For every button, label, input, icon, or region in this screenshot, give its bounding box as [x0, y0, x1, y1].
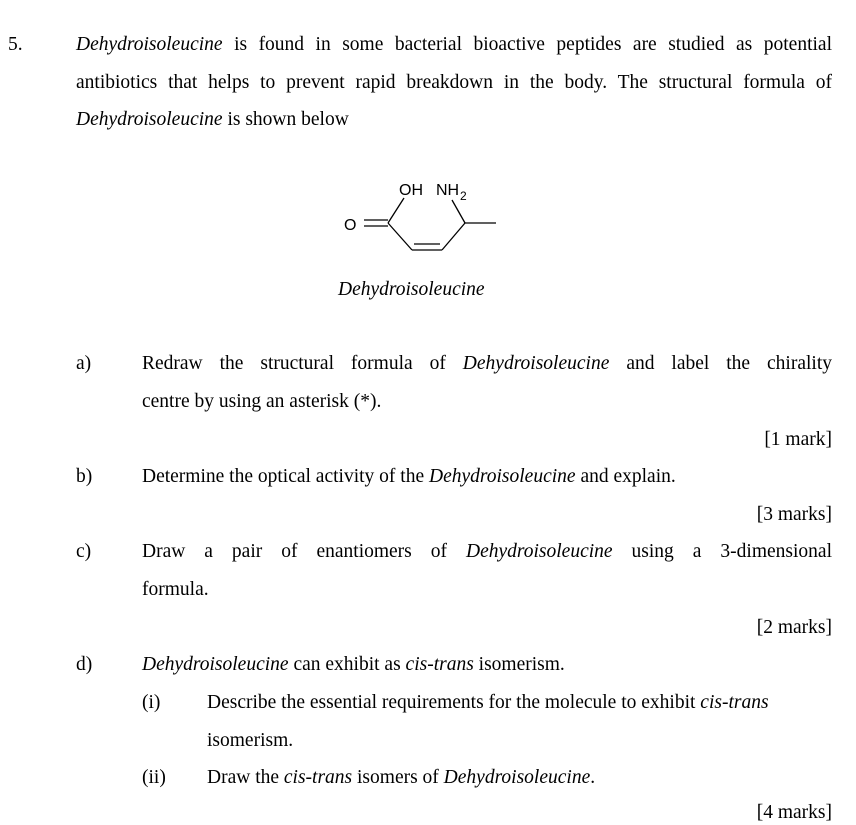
part-c-line-2: formula.	[142, 579, 209, 600]
part-d-ii-text-end: .	[590, 767, 596, 788]
compound-name: Dehydroisoleucine	[462, 353, 610, 374]
intro-line-3-text: is shown below	[222, 109, 349, 130]
part-d-ii-text-mid: isomers of	[352, 767, 444, 788]
compound-name: Dehydroisoleucine	[428, 466, 576, 487]
part-d-text-mid: can exhibit as	[288, 654, 406, 675]
intro-line-1-text: is found in some bacterial bioactive peptides are studied as potential	[222, 34, 832, 55]
isomerism-term: cis-trans	[283, 767, 353, 788]
part-a-marks: [1 mark]	[764, 429, 832, 450]
part-a-text-pre: Redraw the structural formula of	[142, 353, 463, 374]
compound-name: Dehydroisoleucine	[76, 34, 223, 55]
part-d-text-end: isomerism.	[473, 654, 565, 675]
structure-caption-text: Dehydroisoleucine	[338, 279, 485, 300]
part-c-line-1	[142, 540, 832, 564]
compound-name: Dehydroisoleucine	[76, 109, 223, 130]
part-b-marks: [3 marks]	[756, 504, 832, 525]
part-d-text	[142, 653, 565, 677]
part-a-text-post: and label the chirality	[609, 353, 832, 374]
bond-c1-c2	[388, 198, 404, 223]
amine-subscript: 2	[460, 189, 467, 203]
part-d-i-line-1	[207, 691, 769, 715]
part-d-ii-text-pre: Draw the	[207, 767, 284, 788]
intro-line-3	[76, 108, 349, 132]
part-d-i-text-pre: Describe the essential requirements for the molecule to exhibit	[207, 692, 701, 713]
part-a-line-2: centre by using an asterisk (*).	[142, 391, 382, 412]
part-a-label: a)	[76, 353, 92, 374]
part-b-text-pre: Determine the optical activity of the	[142, 466, 429, 487]
part-c-label: c)	[76, 541, 92, 562]
part-c-marks: [2 marks]	[756, 617, 832, 638]
hydroxyl-label: OH	[399, 182, 423, 199]
structural-formula-diagram	[330, 170, 510, 270]
part-c-text-pre: Draw a pair of enantiomers of	[142, 541, 466, 562]
isomerism-term: cis-trans	[405, 654, 474, 675]
structure-caption	[338, 278, 485, 302]
part-b-label: b)	[76, 466, 93, 487]
compound-name: Dehydroisoleucine	[142, 654, 289, 675]
bond-c4-c5	[442, 223, 465, 250]
compound-name: Dehydroisoleucine	[465, 541, 613, 562]
question-number: 5.	[8, 34, 23, 55]
bond-c5-nh2	[452, 200, 465, 223]
compound-name: Dehydroisoleucine	[443, 767, 591, 788]
part-d-label: d)	[76, 654, 93, 675]
part-a-line-1	[142, 352, 832, 376]
amine-label: NH	[436, 182, 460, 199]
part-d-ii-text	[207, 766, 595, 790]
part-d-i-line-2: isomerism.	[207, 730, 294, 751]
bond-c1-c3	[388, 223, 412, 250]
part-b-text-post: and explain.	[575, 466, 676, 487]
oxygen-label: O	[344, 217, 357, 234]
part-c-text-post: using a 3-dimensional	[612, 541, 832, 562]
part-b-text	[142, 465, 676, 489]
part-d-i-label: (i)	[142, 692, 161, 713]
part-d-marks: [4 marks]	[756, 802, 832, 823]
intro-line-1	[76, 33, 832, 57]
isomerism-term: cis-trans	[700, 692, 769, 713]
part-d-ii-label: (ii)	[142, 767, 166, 788]
intro-line-2: antibiotics that helps to prevent rapid breakdown in the body. The structural formula of	[76, 72, 832, 93]
